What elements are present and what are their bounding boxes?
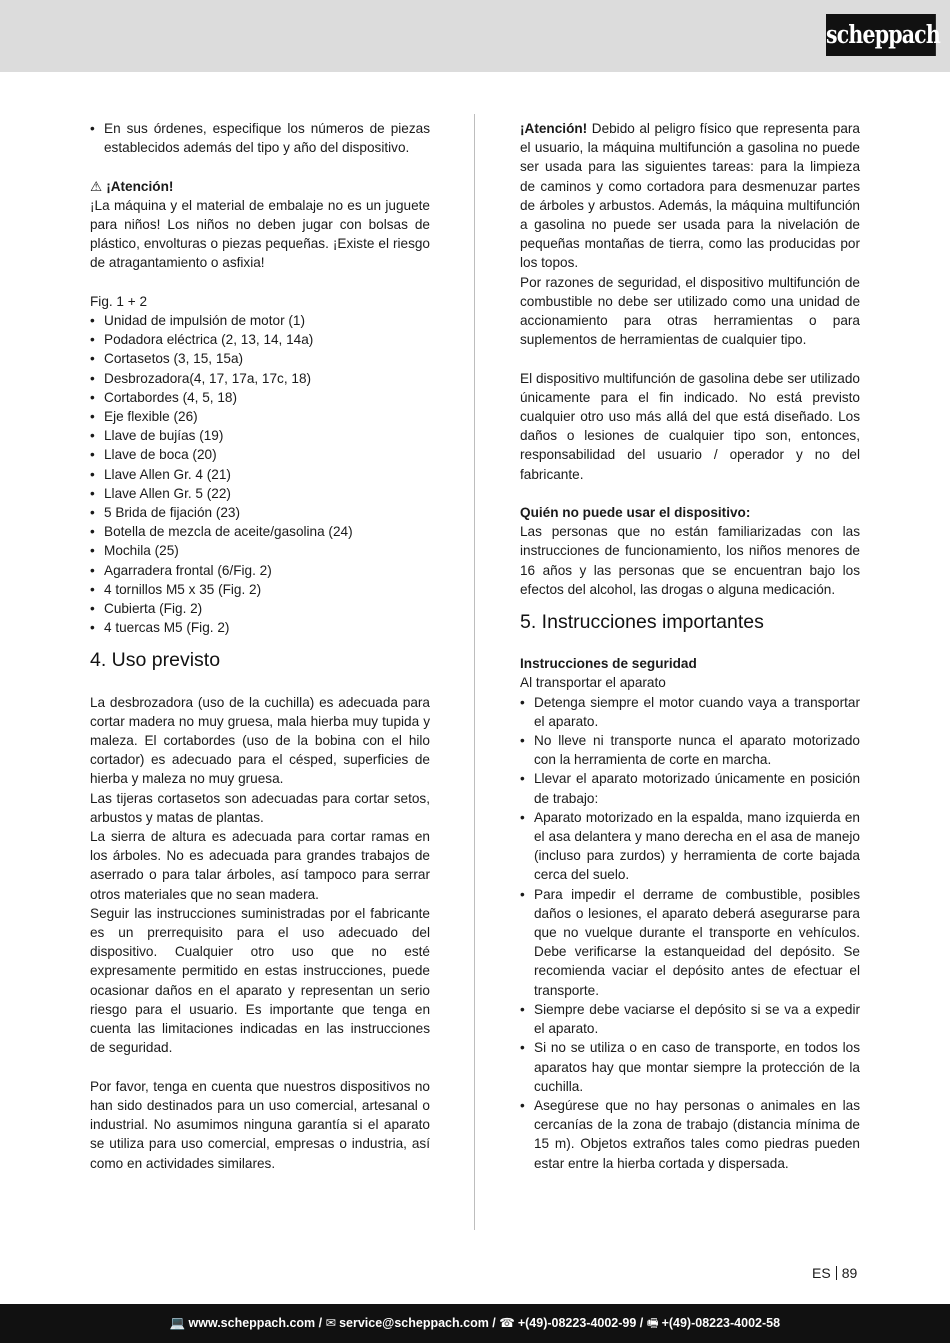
transport-label: Al transportar el aparato (520, 675, 666, 691)
page-language: ES (812, 1265, 831, 1281)
list-item: • Llevar el aparato motorizado únicamente en posición de trabajo: (520, 769, 860, 807)
list-item: • Eje flexible (26) (90, 407, 430, 426)
list-item: • Detenga siempre el motor cuando vaya a transportar el aparato. (520, 693, 860, 731)
warning-triangle-icon: ⚠ (90, 178, 103, 194)
section-4-paragraph-5: Por favor, tenga en cuenta que nuestros dispositivos no han sido destinados para un uso comercial, artesanal o industrial. No asumimos ninguna garantía si el aparato se utiliza para uso comercial, empresas o industria, así como en actividades similares. (90, 1078, 430, 1171)
list-item: • Siempre debe vaciarse el depósito si se va a expedir el aparato. (520, 1000, 860, 1038)
list-item: • Podadora eléctrica (2, 13, 14, 14a) (90, 330, 430, 349)
list-item: • Aparato motorizado en la espalda, mano izquierda en el asa delantera y mano derecha en el asa de manejo (incluso para zurdos) y herramienta de corte bajada cerca del suelo. (520, 808, 860, 885)
left-column (90, 119, 430, 1173)
list-item: • 4 tornillos M5 x 35 (Fig. 2) (90, 580, 430, 599)
section-4-paragraph-4: Seguir las instrucciones suministradas por el fabricante es un prerrequisito para el uso adecuado del dispositivo. Cualquier otro uso que no esté expresamente permitido en estas instrucciones, puede ocasionar daños en el aparato y representan un serio riesgo para el usuario. Es importante que tenga en cuenta las limitaciones indicadas en las instrucciones de seguridad. (90, 905, 430, 1056)
attention-label: ¡Atención! (520, 121, 588, 136)
list-item: • Botella de mezcla de aceite/gasolina (24) (90, 522, 430, 541)
section-5-title: 5. Instrucciones importantes (520, 611, 764, 634)
list-item: • Para impedir el derrame de combustible, posibles daños o lesiones, el aparato deberá asegurarse para que no vuelque durante el transporte en vehículos. Debe verificarse la estanqueidad del depósito. Se recomienda vaciar el depósito antes de efectuar el transporte. (520, 885, 860, 1000)
list-item: • No lleve ni transporte nunca el aparato motorizado con la herramienta de corte en marcha. (520, 731, 860, 769)
list-item: • 4 tuercas M5 (Fig. 2) (90, 618, 430, 637)
list-item: • Unidad de impulsión de motor (1) (90, 311, 430, 330)
right-column (520, 119, 860, 1173)
email-icon: ✉ (325, 1316, 337, 1330)
list-item: • En sus órdenes, especifique los números de piezas establecidos además del tipo y año del dispositivo. (90, 119, 430, 157)
attention-text: Debido al peligro físico que representa para el usuario, la máquina multifunción a gasolina no puede ser usada para las siguientes tareas: para la limpieza de caminos y como cortadora para desmenuzar partes de árboles y arbustos. Además, la máquina multifunción a gasolina no puede ser usada para la nivelación de pequeñas montañas de tierra, como las producidas por los topos. (520, 121, 860, 271)
footer-phone: +(49)-08223-4002-99 (517, 1316, 637, 1330)
right-paragraph-3: El dispositivo multifunción de gasolina debe ser utilizado únicamente para el fin indicado. No está previsto cualquier otro uso más allá del que está diseñado. Los daños o lesiones de cualquier tipo son, entonces, responsabilidad del usuario / operador y no del fabricante. (520, 370, 860, 482)
computer-icon: 💻 (169, 1316, 186, 1330)
list-item: • Desbrozadora(4, 17, 17a, 17c, 18) (90, 369, 430, 388)
section-4-paragraph-3: La sierra de altura es adecuada para cortar ramas en los árboles. No es adecuada para grandes trabajos de aserrado o para talar árboles, así tampoco para serrar otros materiales que no sean madera. (90, 829, 430, 902)
transport-list (520, 693, 860, 1173)
section-4-paragraph-1: La desbrozadora (uso de la cuchilla) es adecuada para cortar madera no muy gruesa, mala hierba muy tupida y maleza. El cortabordes (uso de la bobina con el hilo cortador) es adecuado para el césped, superficies de hierba y maleza no muy gruesa. (90, 694, 430, 787)
warning-title: ¡Atención! (106, 178, 174, 194)
list-item: • Mochila (25) (90, 541, 430, 560)
section-4-paragraph-2: Las tijeras cortasetos son adecuadas para cortar setos, arbustos y matas de plantas. (90, 790, 430, 825)
list-item: • Cortabordes (4, 5, 18) (90, 388, 430, 407)
footer-bar: 💻 www.scheppach.com / ✉ service@scheppach.com / ☎ +(49)-08223-4002-99 / 🖷 +(49)-08223-4002-58 (0, 1304, 950, 1343)
list-item: • Si no se utiliza o en caso de transporte, en todos los aparatos hay que montar siempre la protección de la cuchilla. (520, 1038, 860, 1096)
footer-web[interactable]: www.scheppach.com (188, 1316, 316, 1330)
fig-items-list (90, 311, 430, 637)
intro-list (90, 119, 430, 157)
right-paragraph-2: Por razones de seguridad, el dispositivo multifunción de combustible no debe ser utilizado como una unidad de accionamiento para otras herramientas o para suplementos de herramientas de cualquier tipo. (520, 274, 860, 348)
footer-fax: +(49)-08223-4002-58 (661, 1316, 781, 1330)
safety-instructions-title: Instrucciones de seguridad (520, 656, 697, 672)
page-number (812, 1264, 857, 1282)
page-number-value: 89 (841, 1265, 858, 1281)
attention-paragraph (520, 119, 860, 273)
scheppach-logo: scheppach (826, 14, 936, 56)
list-item: • Agarradera frontal (6/Fig. 2) (90, 561, 430, 580)
column-divider (474, 114, 475, 1230)
list-item: • Cortasetos (3, 15, 15a) (90, 349, 430, 368)
list-item: • 5 Brida de fijación (23) (90, 503, 430, 522)
list-item: • Llave de bujías (19) (90, 426, 430, 445)
list-item: • Cubierta (Fig. 2) (90, 599, 430, 618)
header-band (0, 0, 950, 72)
list-item: • Llave Allen Gr. 5 (22) (90, 484, 430, 503)
section-4-title: 4. Uso previsto (90, 649, 221, 672)
phone-icon: ☎ (499, 1316, 515, 1330)
warning-heading (90, 177, 430, 196)
list-item: • Llave de boca (20) (90, 445, 430, 464)
who-cannot-use-title: Quién no puede usar el dispositivo: (520, 505, 751, 521)
fig-label: Fig. 1 + 2 (90, 293, 148, 309)
who-cannot-use-text: Las personas que no están familiarizadas con las instrucciones de funcionamiento, los niños menores de 16 años y las personas que se encuentran bajo los efectos del alcohol, las drogas o alguna medicación. (520, 524, 860, 597)
footer-email[interactable]: service@scheppach.com (339, 1316, 489, 1330)
list-item: • Asegúrese que no hay personas o animales en las cercanías de la zona de trabajo (distancia mínima de 15 m). Objetos extraños tales como piedras pueden estar entre la hierba cortada y dispersada. (520, 1096, 860, 1173)
page-number-separator (836, 1266, 837, 1280)
list-item: • Llave Allen Gr. 4 (21) (90, 465, 430, 484)
warning-text: ¡La máquina y el material de embalaje no es un juguete para niños! Los niños no deben jugar con bolsas de plástico, envolturas o piezas pequeñas. ¡Existe el riesgo de atragantamiento o asfixia! (90, 197, 430, 271)
fax-icon: 🖷 (646, 1316, 659, 1330)
